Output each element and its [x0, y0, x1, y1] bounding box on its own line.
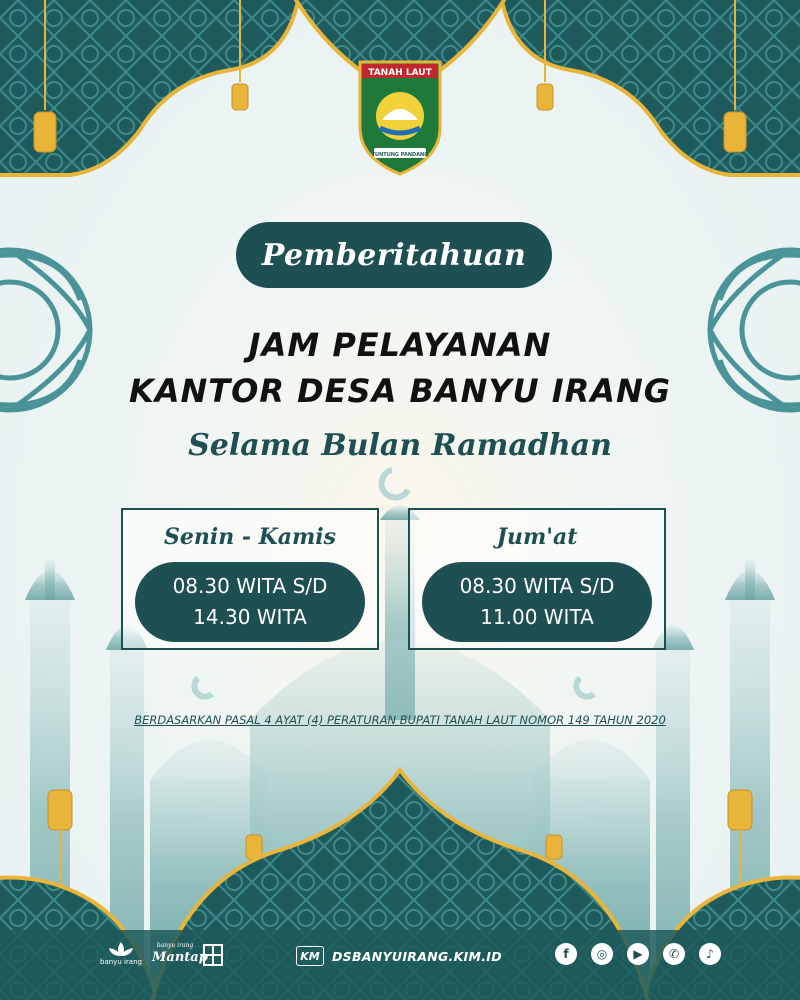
brand2-small: banyu irang: [156, 942, 194, 949]
schedule-card-weekday: [121, 508, 379, 650]
facebook-icon[interactable]: f: [555, 943, 577, 965]
whatsapp-icon[interactable]: ✆: [663, 943, 685, 965]
tiktok-icon[interactable]: ♪: [699, 943, 721, 965]
lotus-icon: [95, 940, 147, 958]
heading-line-2: KANTOR DESA BANYU IRANG: [128, 372, 672, 410]
schedule-time-start: 08.30 WITA S/D: [459, 574, 615, 598]
banyu-irang-logo: [95, 940, 147, 970]
tanah-laut-seal: [356, 58, 444, 178]
mantap-logo: [152, 940, 208, 970]
schedule-time: [135, 562, 365, 642]
legal-basis: BERDASARKAN PASAL 4 AYAT (4) PERATURAN BUPATI TANAH LAUT NOMOR 149 TAHUN 2020: [134, 713, 666, 727]
schedule-time-start: 08.30 WITA S/D: [172, 574, 328, 598]
seal-label: TANAH LAUT: [368, 68, 432, 78]
notice-title: Pemberitahuan: [236, 222, 552, 288]
instagram-icon[interactable]: ◎: [591, 943, 613, 965]
schedule-day: Senin - Kamis: [163, 524, 337, 550]
heading-line-1: JAM PELAYANAN: [248, 326, 552, 364]
schedule-day: Jum'at: [496, 524, 578, 550]
schedule-time: [422, 562, 652, 642]
website-text[interactable]: DSBANYUIRANG.KIM.ID: [332, 948, 502, 964]
schedule-time-end: 14.30 WITA: [193, 605, 307, 629]
km-logo-icon: KM: [296, 946, 324, 966]
youtube-icon[interactable]: ▶: [627, 943, 649, 965]
grid-logo: [203, 944, 223, 966]
brand1-text: banyu irang: [100, 958, 142, 966]
brand2-main: Mantap: [152, 950, 208, 965]
schedule-time-end: 11.00 WITA: [480, 605, 594, 629]
schedule-card-friday: [408, 508, 666, 650]
seal-motto: TUNTUNG PANDANG: [371, 152, 429, 158]
subtitle: Selama Bulan Ramadhan: [188, 428, 612, 463]
website-link[interactable]: [296, 944, 502, 968]
